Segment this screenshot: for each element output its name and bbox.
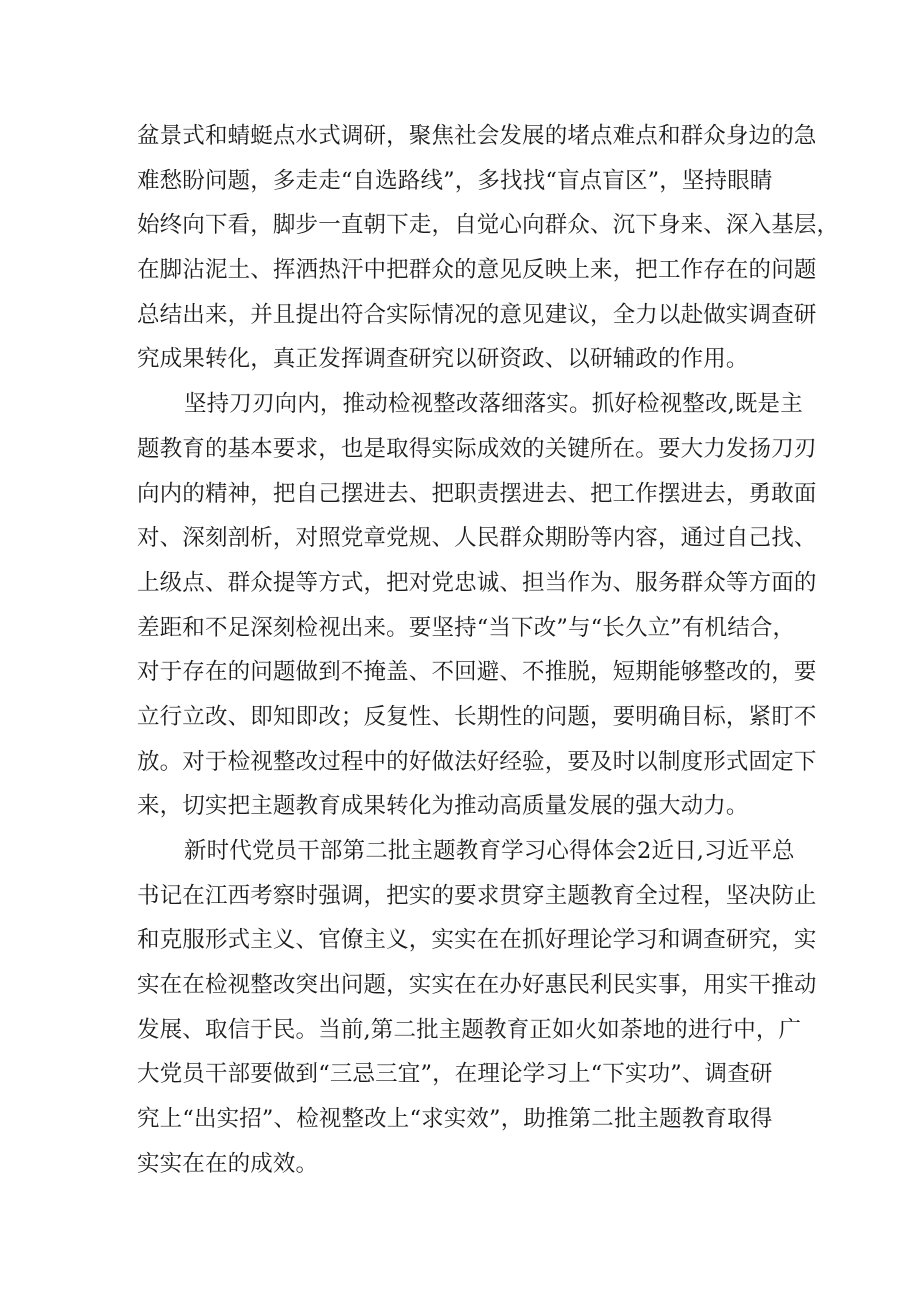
text-line: 始终向下看，脚步一直朝下走，自觉心向群众、沉下身来、深入基层， [137, 212, 840, 239]
text-line: 大党员干部要做到“三忌三宜”，在理论学习上“下实功”、调查研 [137, 1061, 773, 1088]
text-line: 实在在检视整改突出问题，实实在在办好惠民利民实事，用实干推动 [137, 972, 817, 999]
text-line: 差距和不足深刻检视出来。要坚持“当下改”与“长久立”有机结合， [137, 614, 796, 641]
text-line: 和克服形式主义、官僚主义，实实在在抓好理论学习和调查研究，实 [137, 927, 817, 954]
text-line: 实实在在的成效。 [137, 1150, 319, 1177]
document-body [137, 114, 840, 1187]
text-line: 立行立改、即知即改；反复性、长期性的问题，要明确目标，紧盯不 [137, 703, 817, 730]
text-line-first: 新时代党员干部第二批主题教育学习心得体会2近日,习近平总 [184, 838, 795, 864]
text-line-first: 坚持刀刃向内，推动检视整改落细落实。抓好检视整改,既是主 [184, 391, 803, 418]
text-line: 盆景式和蜻蜓点水式调研，聚焦社会发展的堵点难点和群众身边的急 [137, 123, 817, 149]
paragraph-1 [137, 114, 840, 382]
text-line: 放。对于检视整改过程中的好做法好经验，要及时以制度形式固定下 [137, 748, 817, 775]
text-line: 究上“出实招”、检视整改上“求实效”，助推第二批主题教育取得 [137, 1106, 773, 1133]
text-line: 在脚沾泥土、挥洒热汗中把群众的意见反映上来，把工作存在的问题 [137, 257, 817, 284]
text-line: 上级点、群众提等方式，把对党忠诚、担当作为、服务群众等方面的 [137, 569, 817, 596]
text-line: 对、深刻剖析，对照党章党规、人民群众期盼等内容，通过自己找、 [137, 525, 817, 552]
text-line: 书记在江西考察时强调，把实的要求贯穿主题教育全过程，坚决防止 [137, 882, 817, 909]
text-line: 难愁盼问题，多走走“自选路线”，多找找“盲点盲区”，坚持眼睛 [137, 167, 773, 194]
text-line: 对于存在的问题做到不掩盖、不回避、不推脱，短期能够整改的，要 [137, 659, 817, 686]
text-line: 发展、取信于民。当前,第二批主题教育正如火如荼地的进行中，广 [137, 1016, 802, 1043]
text-line: 题教育的基本要求，也是取得实际成效的关键所在。要大力发扬刀刃 [137, 435, 817, 462]
text-line: 总结出来，并且提出符合实际情况的意见建议，全力以赴做实调查研 [137, 301, 817, 328]
text-line: 来，切实把主题教育成果转化为推动高质量发展的强大动力。 [137, 793, 749, 820]
text-line: 究成果转化，真正发挥调查研究以研资政、以研辅政的作用。 [137, 346, 749, 373]
text-line: 向内的精神，把自己摆进去、把职责摆进去、把工作摆进去，勇敢面 [137, 480, 817, 507]
paragraph-3 [137, 829, 817, 1187]
paragraph-2 [137, 382, 817, 829]
